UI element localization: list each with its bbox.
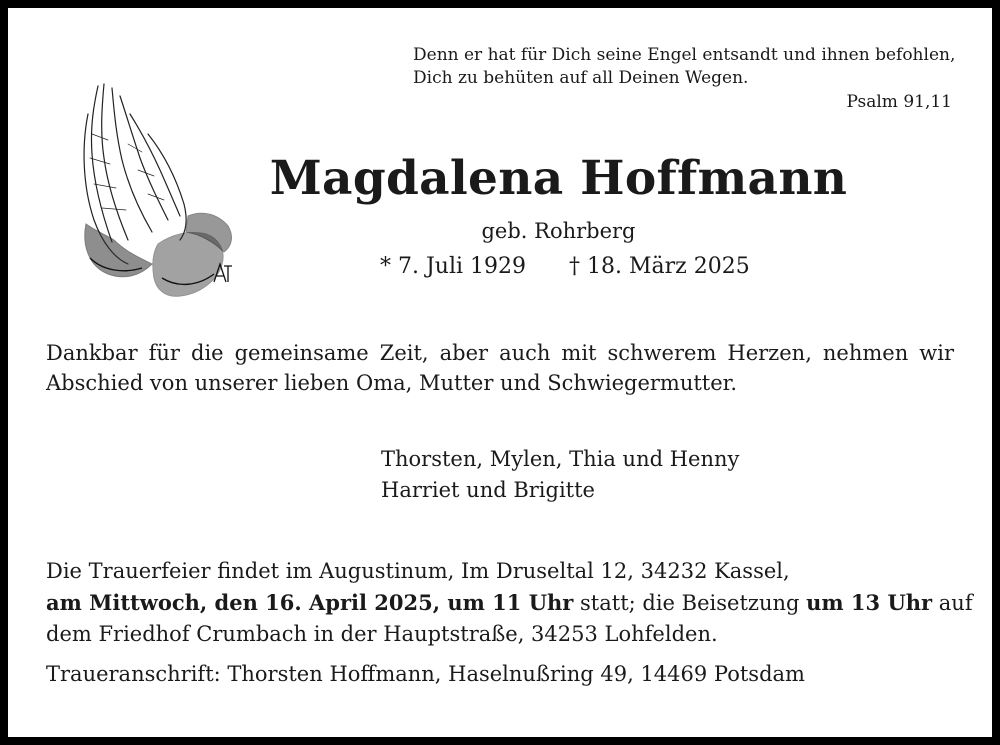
thanks-line-2: Abschied von unserer lieben Oma, Mutter und Schwiegermutter.: [46, 371, 738, 395]
verse-reference: Psalm 91,11: [846, 92, 952, 112]
service-date: am Mittwoch, den 16. April 2025, um 11 Uhr: [46, 590, 574, 615]
service-line-2: [46, 587, 973, 619]
praying-hands-icon: [68, 74, 248, 306]
service-text-2: auf: [932, 591, 973, 615]
service-line-1: Die Trauerfeier findet im Augustinum, Im Druseltal 12, 34232 Kassel,: [46, 559, 790, 583]
bible-verse: [413, 44, 955, 90]
thanks-line-1: Dankbar für die gemeinsame Zeit, aber auch mit schwerem Herzen, nehmen wir: [46, 341, 954, 365]
deceased-name: Magdalena Hoffmann: [269, 151, 848, 206]
obituary-card: [8, 8, 992, 737]
family-line-2: Harriet und Brigitte: [381, 478, 595, 502]
verse-line-2: Dich zu behüten auf all Deinen Wegen.: [413, 68, 749, 88]
service-line-3: dem Friedhof Crumbach in der Hauptstraße, 34253 Lohfelden.: [46, 622, 718, 646]
mourning-address: Traueranschrift: Thorsten Hoffmann, Haselnußring 49, 14469 Potsdam: [46, 662, 805, 686]
service-info: [46, 556, 973, 650]
family-line-1: Thorsten, Mylen, Thia und Henny: [381, 447, 740, 471]
verse-line-1: Denn er hat für Dich seine Engel entsandt und ihnen befohlen,: [413, 45, 956, 65]
burial-time: um 13 Uhr: [806, 590, 933, 615]
birth-name: geb. Rohrberg: [481, 219, 636, 243]
thanks-text: [46, 338, 954, 398]
death-date: † 18. März 2025: [569, 254, 750, 279]
family-names: [381, 444, 739, 506]
birth-date: * 7. Juli 1929: [380, 254, 527, 279]
service-text-1: statt; die Beisetzung: [573, 591, 807, 615]
